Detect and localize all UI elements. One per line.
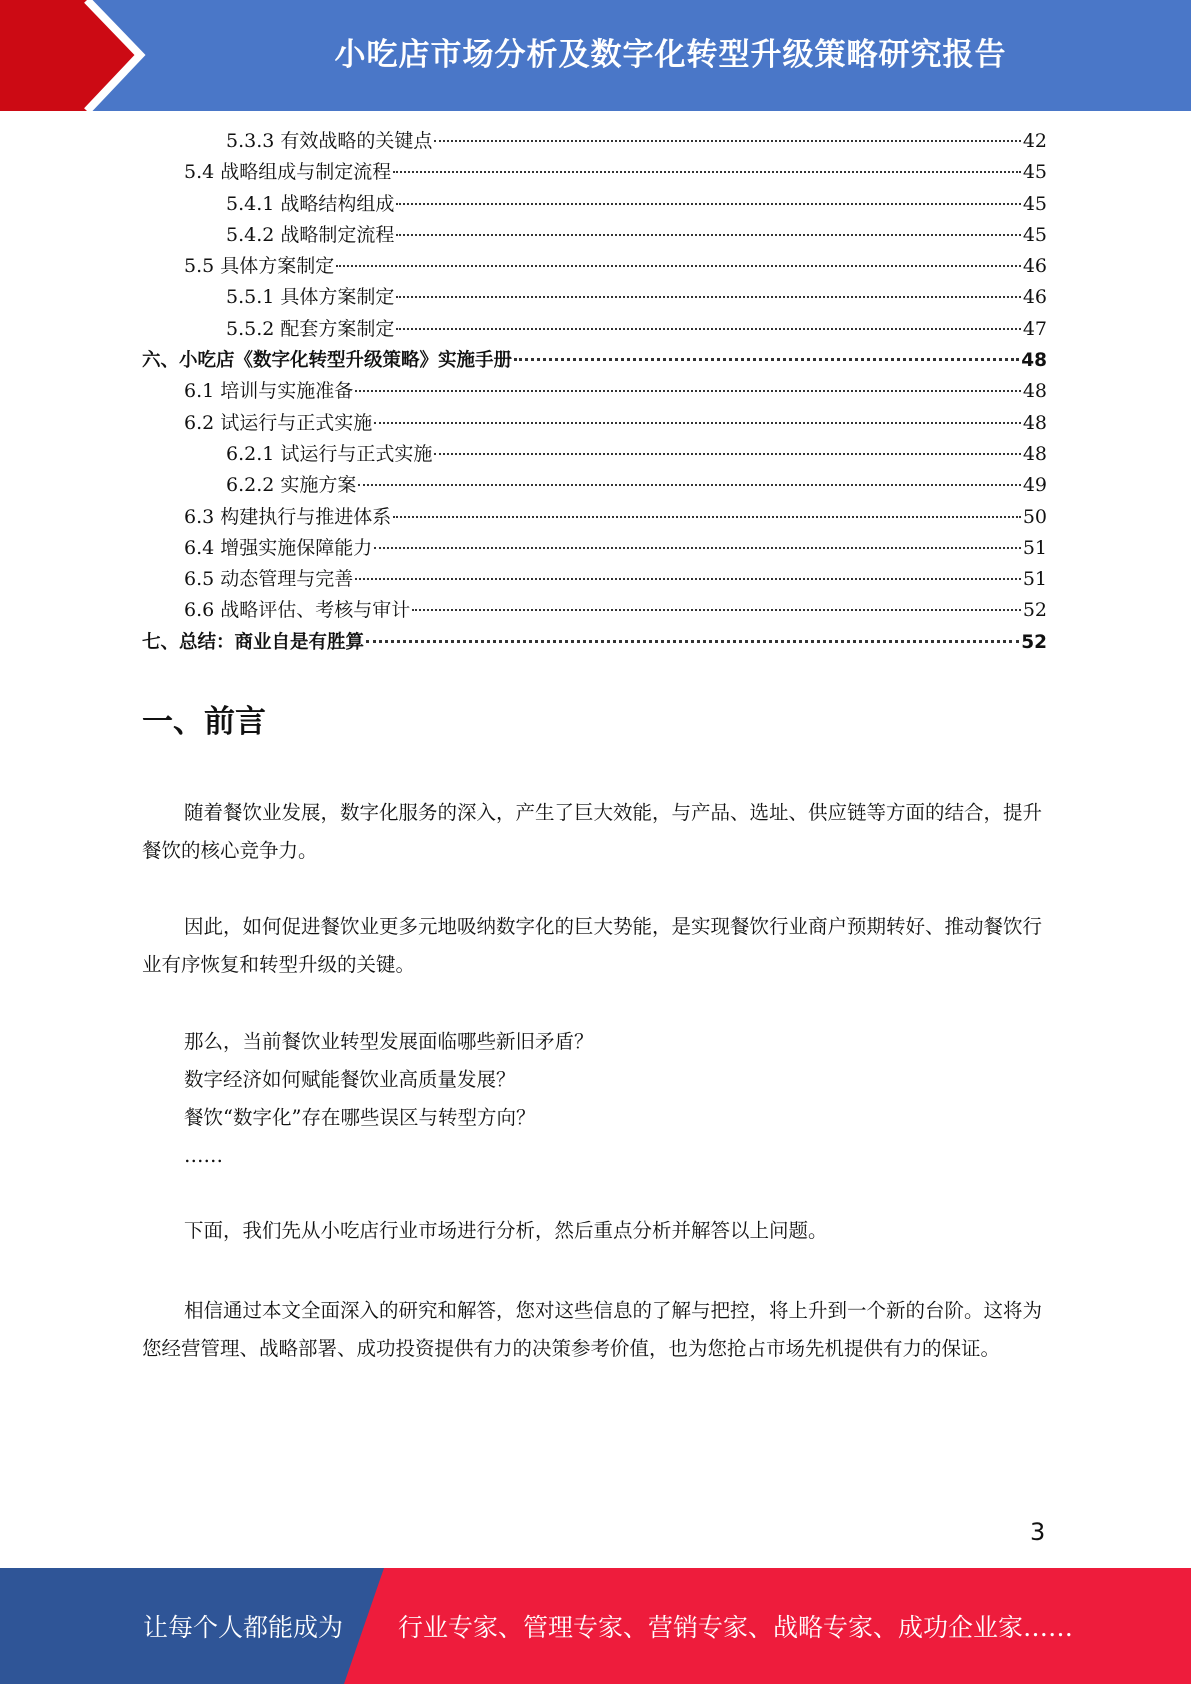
toc-entry-label: 6.5 动态管理与完善 [184,568,354,591]
table-of-contents [142,126,1047,658]
toc-entry[interactable] [142,595,1047,626]
toc-entry[interactable] [142,251,1047,282]
footer-slogan-right: 行业专家、管理专家、营销专家、战略专家、成功企业家…… [398,1613,1074,1642]
toc-entry-label: 六、小吃店《数字化转型升级策略》实施手册 [142,350,513,372]
toc-entry-label: 5.5.2 配套方案制定 [226,317,395,340]
chevron-arrow-icon [0,0,200,111]
toc-entry[interactable] [142,189,1047,220]
toc-entry-label: 6.1 培训与实施准备 [184,380,354,403]
question-ellipsis: …… [184,1144,223,1167]
toc-entry-page: 47 [1022,317,1047,340]
toc-dot-leader [396,328,1020,330]
toc-entry-page: 46 [1022,255,1047,278]
page-number: 3 [1030,1518,1046,1546]
toc-entry-label: 5.4.1 战略结构组成 [226,192,395,215]
toc-dot-leader [355,390,1021,392]
toc-dot-leader [366,640,1019,643]
question-line: 那么，当前餐饮业转型发展面临哪些新旧矛盾？ [184,1030,594,1053]
toc-entry-label: 6.2 试运行与正式实施 [184,411,373,434]
footer-banner [0,1568,1191,1684]
footer-slogan-left: 让每个人都能成为 [143,1613,344,1642]
paragraph-intro: 随着餐饮业发展，数字化服务的深入，产生了巨大效能，与产品、选址、供应链等方面的结合，提升餐饮的核心竞争力。 [142,801,1043,862]
toc-dot-leader [393,171,1021,173]
toc-entry-page: 48 [1021,350,1047,372]
toc-dot-leader [514,358,1019,361]
toc-entry-label: 6.2.2 实施方案 [226,474,357,497]
toc-entry-page: 48 [1022,411,1047,434]
toc-entry-label: 6.2.1 试运行与正式实施 [226,442,433,465]
toc-dot-leader [358,484,1020,486]
toc-entry[interactable] [142,627,1047,658]
toc-entry-page: 51 [1022,568,1047,591]
toc-entry-page: 50 [1022,505,1047,528]
toc-dot-leader [412,609,1021,611]
toc-entry[interactable] [142,314,1047,345]
toc-entry-page: 45 [1022,223,1047,246]
toc-entry[interactable] [142,376,1047,407]
toc-entry-page: 48 [1022,442,1047,465]
question-line: 数字经济如何赋能餐饮业高质量发展？ [184,1068,516,1091]
toc-entry-page: 45 [1022,161,1047,184]
question-line: 餐饮“数字化”存在哪些误区与转型方向？ [184,1106,536,1129]
toc-entry[interactable] [142,345,1047,376]
toc-entry-label: 5.5 具体方案制定 [184,255,335,278]
toc-dot-leader [374,547,1021,549]
toc-dot-leader [355,578,1021,580]
toc-entry[interactable] [142,470,1047,501]
toc-entry[interactable] [142,220,1047,251]
toc-dot-leader [374,422,1021,424]
section-title: 一、前言 [142,704,266,740]
paragraph-conclusion: 相信通过本文全面深入的研究和解答，您对这些信息的了解与把控，将上升到一个新的台阶。这将为您经营管理、战略部署、成功投资提供有力的决策参考价值，也为您抢占市场先机提供有力的保证。 [142,1299,1043,1360]
paragraph-next: 下面，我们先从小吃店行业市场进行分析，然后重点分析并解答以上问题。 [184,1219,828,1242]
toc-dot-leader [393,516,1021,518]
toc-entry[interactable] [142,533,1047,564]
toc-dot-leader [336,265,1021,267]
toc-entry-label: 七、总结：商业自是有胜算 [142,631,365,653]
toc-dot-leader [434,453,1020,455]
toc-entry[interactable] [142,502,1047,533]
toc-entry-page: 42 [1022,130,1047,152]
toc-entry-label: 6.4 增强实施保障能力 [184,536,373,559]
toc-entry-label: 5.5.1 具体方案制定 [226,286,395,309]
toc-entry-label: 6.6 战略评估、考核与审计 [184,599,411,622]
header-banner [0,0,1191,111]
toc-entry-page: 51 [1022,536,1047,559]
toc-dot-leader [396,296,1020,298]
toc-entry-page: 52 [1021,631,1047,653]
toc-entry[interactable] [142,126,1047,157]
toc-entry[interactable] [142,564,1047,595]
toc-entry-label: 6.3 构建执行与推进体系 [184,505,392,528]
toc-entry-page: 45 [1022,192,1047,215]
toc-entry-page: 48 [1022,380,1047,403]
toc-entry[interactable] [142,408,1047,439]
toc-entry[interactable] [142,157,1047,188]
toc-entry[interactable] [142,282,1047,313]
toc-entry[interactable] [142,439,1047,470]
toc-entry-label: 5.4.2 战略制定流程 [226,223,395,246]
toc-entry-page: 46 [1022,286,1047,309]
toc-entry-page: 52 [1022,599,1047,622]
toc-dot-leader [434,140,1020,142]
paragraph-therefore: 因此，如何促进餐饮业更多元地吸纳数字化的巨大势能，是实现餐饮行业商户预期转好、推动餐饮行业有序恢复和转型升级的关键。 [142,915,1043,976]
toc-entry-label: 5.4 战略组成与制定流程 [184,161,392,184]
toc-dot-leader [396,203,1020,205]
toc-entry-page: 49 [1022,474,1047,497]
toc-entry-label: 5.3.3 有效战略的关键点 [226,130,433,152]
report-title: 小吃店市场分析及数字化转型升级策略研究报告 [334,36,1007,73]
toc-dot-leader [396,234,1020,236]
